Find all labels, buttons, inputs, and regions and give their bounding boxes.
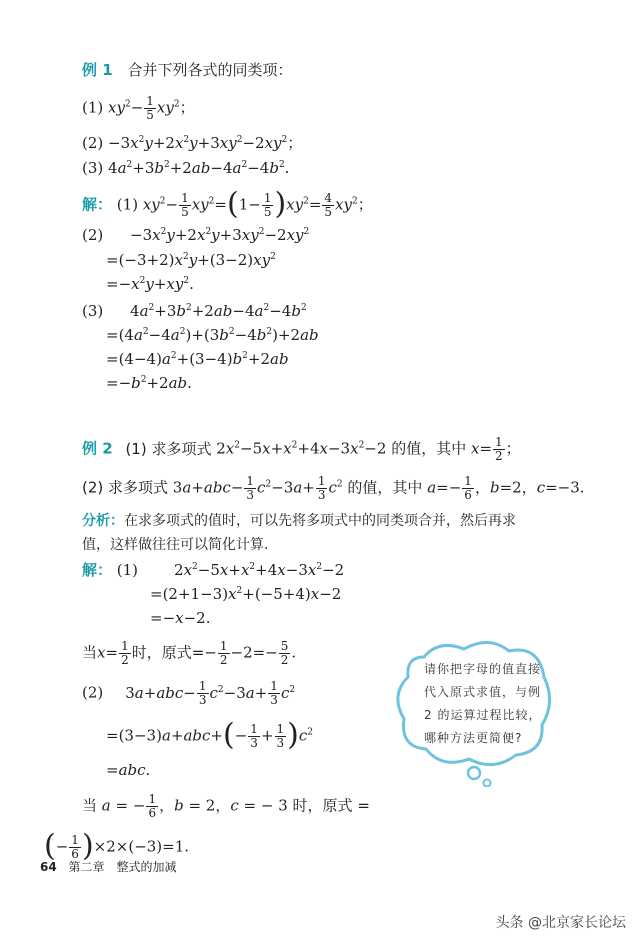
solution-1-1: 解： (1) $xy^2-$ $\frac{1}{5}$ $xy^2=(1-$ $\frac{1}{5}$ )$xy^2=$ $\frac{4}{5}$ $xy^2$；: [82, 186, 373, 222]
solution-1-3-line1: (3) $4a^2+3b^2+2ab-4a^2-4b^2$: [82, 302, 307, 320]
item-3: (3): [82, 159, 104, 177]
solution-2-2-when: 当 a = − $\frac{1}{6}$ ，b = 2，c = − 3 时，原式 =: [82, 792, 370, 820]
solution-1-3-line2: $=(4a^2-4a^2)+(3b^2-4b^2)+2ab$: [106, 326, 319, 344]
problem-1-3: (3) $4a^2+3b^2+2ab-4a^2-4b^2$.: [82, 159, 290, 177]
watermark: 头条 @北京家长论坛: [495, 915, 626, 931]
chapter-title: 第二章 整式的加减: [68, 860, 177, 874]
analysis-label: 分析：: [82, 513, 124, 529]
solution-1-3-line3: $=(4-4)a^2+(3-4)b^2+2ab$: [106, 350, 289, 368]
solution-2-2-result: (− $\frac{1}{6}$ )×2×(−3)=1.: [44, 828, 190, 864]
problem-1-1: (1) $xy^2-$ $\frac{1}{5}$ $xy^2$；: [82, 94, 195, 122]
solution-label: 解：: [82, 195, 113, 214]
solution-1-2-line1: $(2) -3x^2y+2x^2y+3xy^2-2xy^2$: [82, 226, 310, 244]
solution-2-2-line2: =(3−3)a+abc+(− $\frac{1}{3}$ + $\frac{1}{3}$ )$c^2$: [106, 717, 314, 753]
solution-2-2-line1: (2) 3a+abc− $\frac{1}{3}$ $c^2-3a+$ $\frac{1}{3}$ $c^2$: [82, 679, 296, 707]
item-1: (1): [82, 98, 104, 117]
bubble-dot-small: [484, 780, 491, 787]
example1-task: 合并下列各式的同类项：: [127, 61, 293, 79]
solution-2-1-line3: =−x−2.: [150, 609, 211, 627]
problem-1-2: $(2) -3x^2y+2x^2y+3xy^2-2xy^2$；: [82, 134, 303, 152]
solution-1-2-line3: $=-x^2y+xy^2$.: [106, 275, 194, 293]
bubble-dot-large: [468, 767, 480, 779]
solution-2-1-line1: 解： (1) $2x^2-5x+x^2+4x-3x^2-2$: [82, 561, 345, 579]
example2-question-1: 例 2 (1) 求多项式 $2x^2-5x+x^2+4x-3x^2-2$ 的值，其中 x= $\frac{1}{2}$ ；: [82, 435, 521, 463]
analysis-line2: 值，这样做往往可以简化计算.: [82, 537, 269, 553]
example2-question-2: (2) 求多项式 3a+abc− $\frac{1}{3}$ $c^2-3a+$ $\frac{1}{3}$ $c^2$ 的值，其中 a=− $\frac{1}{6}$ ，b=2，c=−3.: [82, 474, 585, 502]
solution-1-3-line4: $=-b^2+2ab$.: [106, 374, 192, 392]
example1-heading: [82, 60, 292, 80]
analysis-line1: 分析：在求多项式的值时，可以先将多项式中的同类项合并，然后再求: [82, 513, 516, 529]
callout-text: 请你把字母的值直接代入原式求值，与例 2 的运算过程比较，哪种方法更简便?: [424, 662, 542, 745]
example2-label: 例 2: [82, 439, 113, 458]
item-2: (2): [82, 134, 104, 152]
page-number: 64: [40, 860, 57, 874]
page-footer: [40, 858, 177, 875]
solution-1-2-line2: $=(-3+2)x^2y+(3-2)xy^2$: [106, 251, 276, 269]
example1-label: 例 1: [82, 61, 113, 79]
solution-2-1-line2: $=(2+1-3)x^2+(-5+4)x-2$: [150, 585, 342, 603]
solution-2-2-line3: =abc.: [106, 761, 151, 779]
solution-2-1-result: 当x= $\frac{1}{2}$ 时，原式=− $\frac{1}{2}$ −2=− $\frac{5}{2}$ .: [82, 639, 297, 667]
